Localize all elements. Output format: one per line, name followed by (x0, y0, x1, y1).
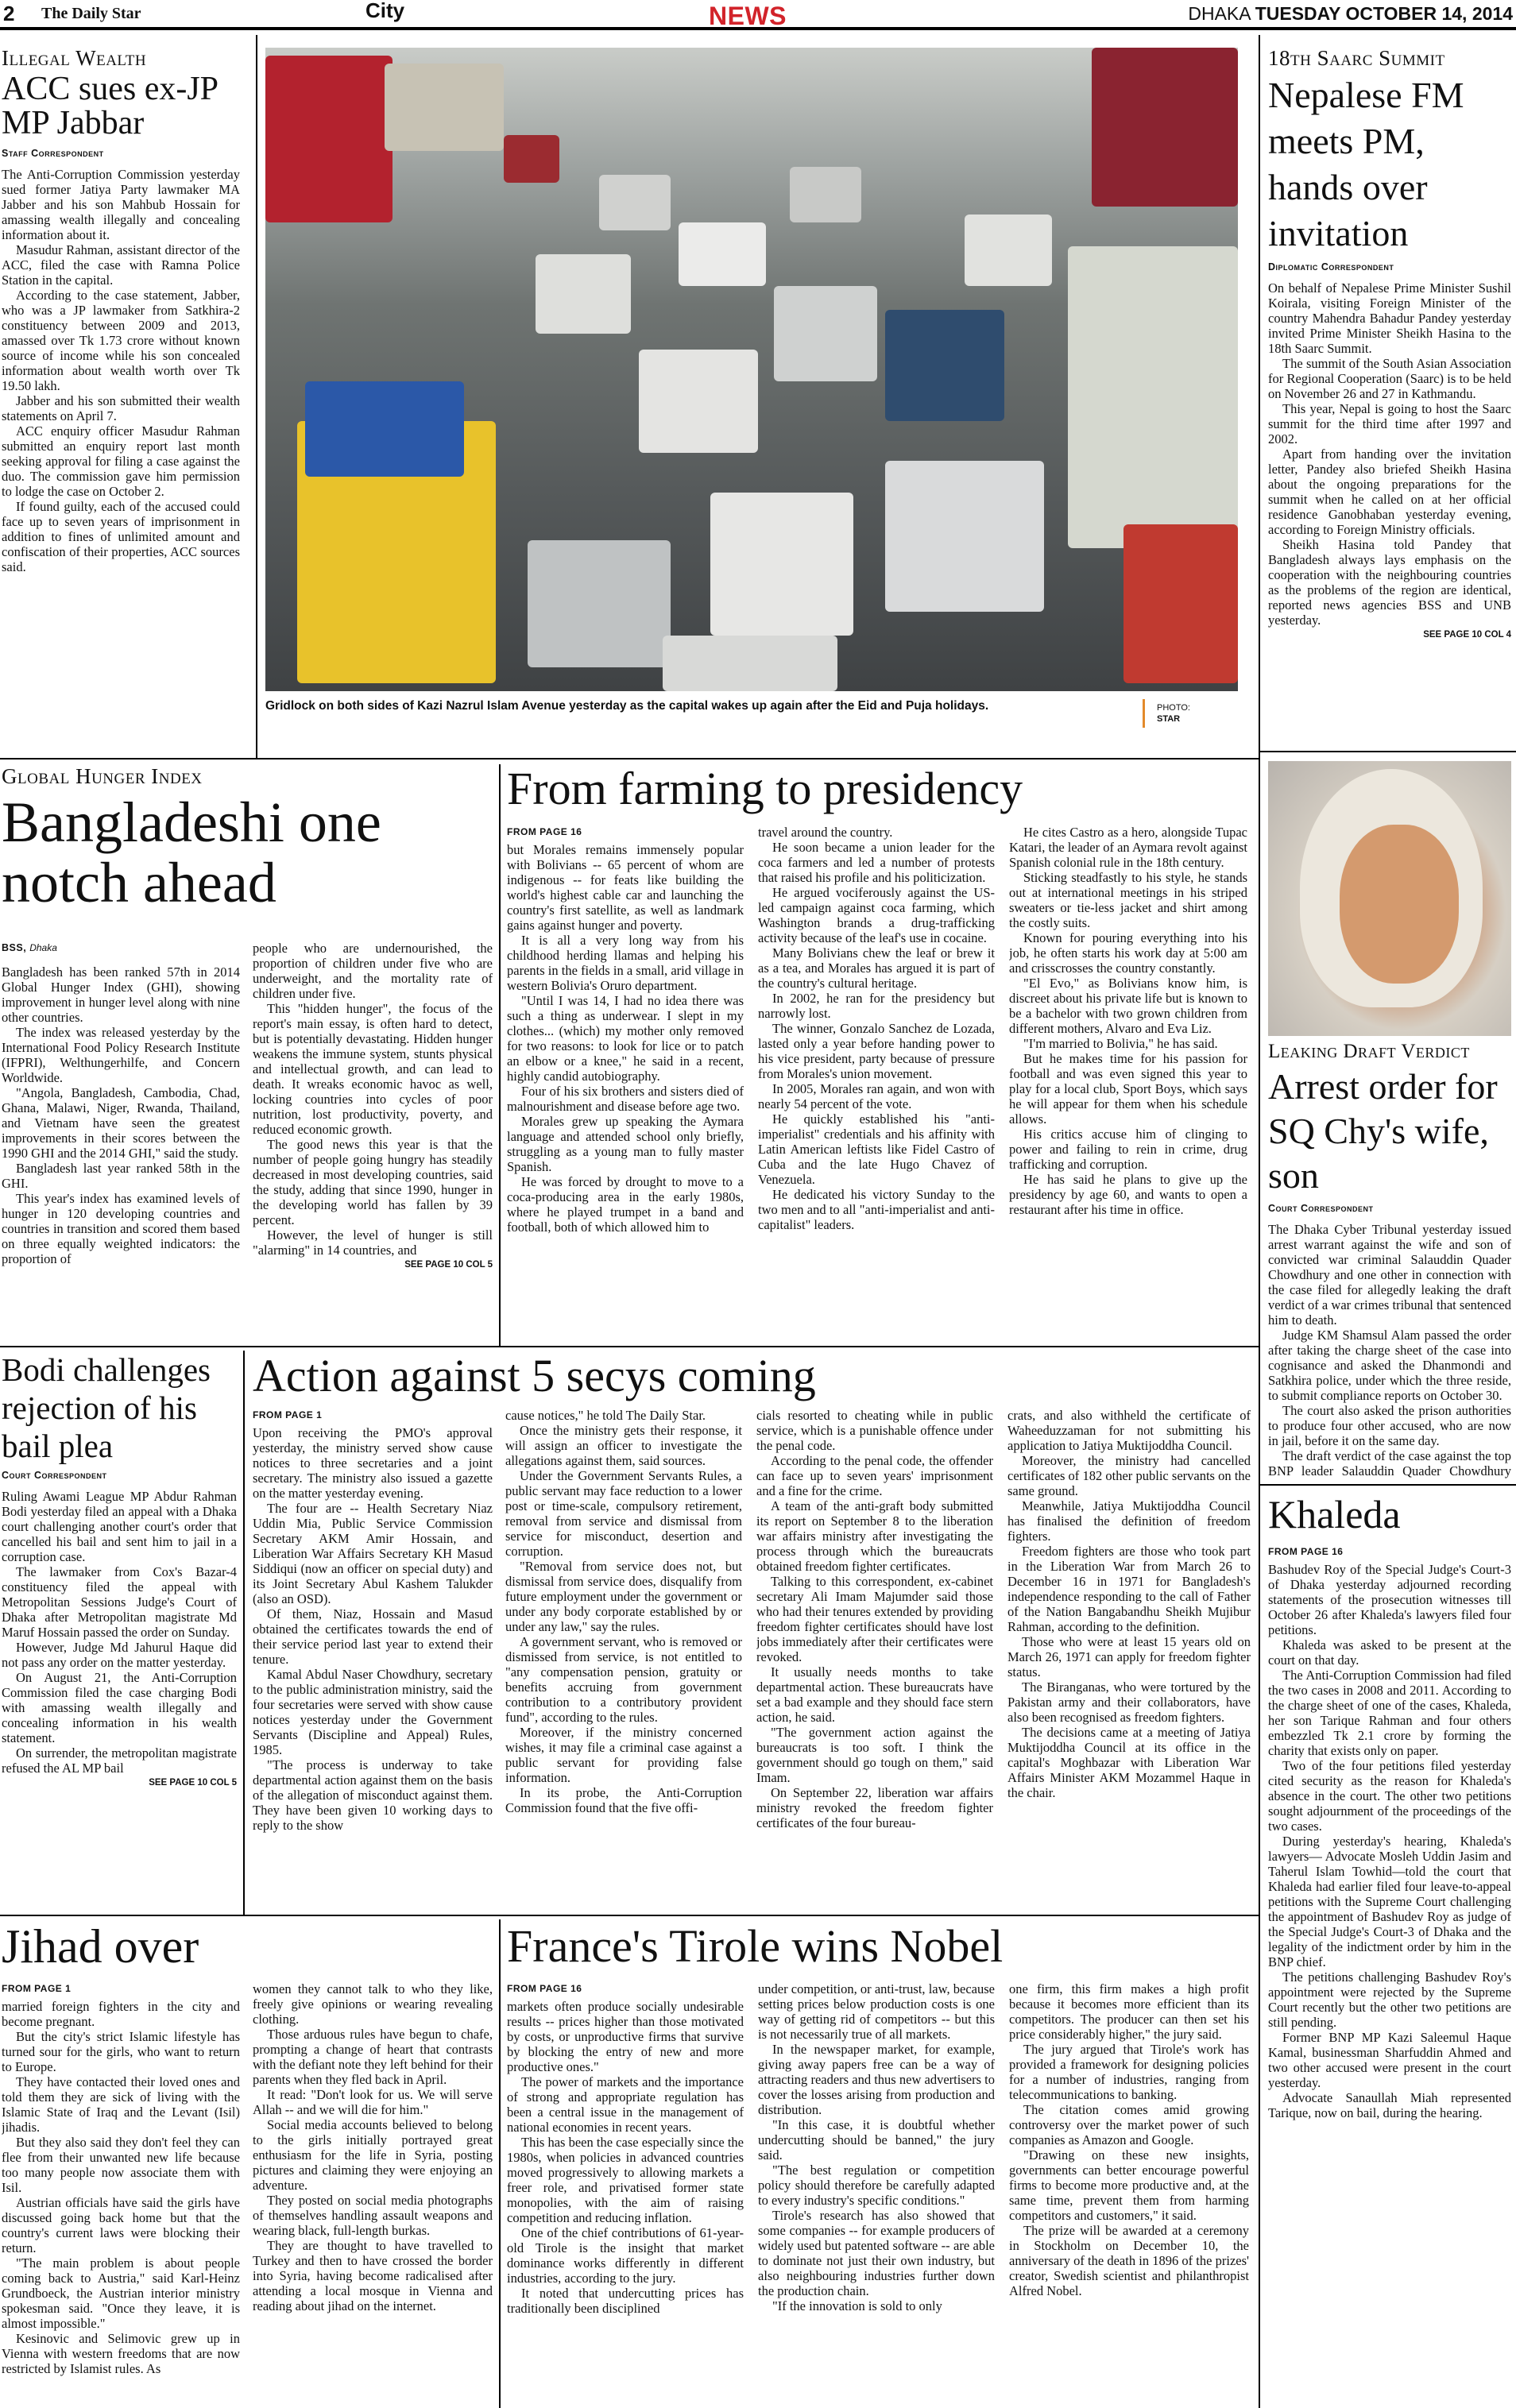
paragraph: This "hidden hunger", the focus of the report's main essay, is often hard to detect, but is potentially devastating. Hidden hunger weakens the immune system, stunts physical and intellectual growth, and can lead to death. It wreaks economic havoc as well, locking countries into cycles of poor nutrition, lost productivity, poverty, and reduced economic growth. (253, 1001, 493, 1137)
paragraph: Kamal Abdul Naser Chowdhury, secretary to the public administration ministry, said the four secretaries were served with show cause notices yesterday under the Government Servants (Discipline and Appeal) Rules, 1985. (253, 1667, 493, 1757)
photo-credit (1157, 702, 1228, 731)
paragraph: Talking to this correspondent, ex-cabinet secretary Ali Imam Majumder said those who had their tenures extended by providing freedom fighter certificates should have lost jobs immediately after their certificates were revoked. (756, 1574, 993, 1664)
paragraph: In 2005, Morales ran again, and won with nearly 54 percent of the vote. (758, 1081, 995, 1111)
paragraph: Tirole's research has also showed that some companies -- for example producers of widely used but patented software -- are able to dominate not just their own industry, but also neighbouring industries further down the production chain. (758, 2208, 995, 2298)
farming-col-1 (507, 825, 744, 1343)
saarc-body (1268, 280, 1511, 643)
jihad-headline: Jihad over (2, 1920, 199, 1973)
paragraph: Ruling Awami League MP Abdur Rahman Bodi yesterday filed an appeal with a Dhaka court challenging another court's order that cancelled his bail and sent him to jail in a corruption case. (2, 1489, 237, 1564)
byline-agency: BSS, (2, 942, 27, 953)
paragraph: travel around the country. (758, 825, 893, 840)
paragraph: In 2002, he ran for the presidency but narrowly lost. (758, 991, 995, 1021)
paragraph: The court also asked the prison authorities to produce four other accused, who are now in jail, before it on the same day. (1268, 1403, 1511, 1448)
paragraph: Upon receiving the PMO's approval yesterday, the ministry served show cause notices to three secretaries and a joint secretary. The ministry also issued a gazette on the matter yesterday evening. (253, 1425, 493, 1501)
paragraph: During yesterday's hearing, Khaleda's lawyers— Advocate Mosleh Uddin Jasim and Taherul Islam Towhid—told the court that Khaleda had earlier filed four leave-to-appeal petitions with the Supreme Court challenging the appointment of Bashudev Roy as judge of the Special Judge's Court-3 of Dhaka and the legality of the indictment order by him in the BNP chief. (1268, 1834, 1511, 1969)
sq-body (1268, 1222, 1511, 1479)
paragraph: The draft verdict of the case against the top BNP leader Salauddin Quader Chowdhury (1268, 1448, 1511, 1478)
paragraph: Under the Government Servants Rules, a public servant may face reduction to a lower post or time-scale, compulsory retirement, removal from service and dismissal from service for misconduct, desertion and corruption. (505, 1468, 742, 1559)
paragraph: Two of the four petitions filed yesterday cited security as the reason for Khaleda's absence in the court. The other two petitions sought adjournment of the proceedings of the two cases. (1268, 1758, 1511, 1834)
paragraph: "Until I was 14, I had no idea there was such a thing as underwear. I slept in my clothes... (which) my mother only removed for two reasons: to look for lice or to patch an elbow or a knee," he said in a recent, highly candid autobiography. (507, 993, 744, 1084)
paragraph: people who are undernourished, the proportion of children under five who are underweight, and the mortality rate of children under five. (253, 941, 493, 1001)
paragraph: Apart from handing over the invitation letter, Pandey also briefed Sheikh Hasina about the ongoing preparations for the summit when he called on at her official residence Ganobhaban yesterday evening, according to Foreign Ministry officials. (1268, 446, 1511, 537)
paragraph: They have contacted their loved ones and told them they are sick of living with the Islamic State of Iraq and the Levant (Isil) jihadis. (2, 2074, 240, 2135)
paragraph: The decisions came at a meeting of Jatiya Muktijoddha Council at its office in the capital's Moghbazar with Liberation War Affairs Minister AKM Mozammel Haque in the chair. (1007, 1725, 1251, 1800)
traffic-photo (265, 48, 1238, 691)
paragraph: He dedicated his victory Sunday to the two men and to all "anti-imperialist and anti-capitalist" leaders. (758, 1187, 995, 1232)
saarc-headline: Nepalese FM meets PM, hands over invitation (1268, 75, 1464, 253)
sq-story (1268, 1041, 1511, 1479)
paragraph: Those arduous rules have begun to chafe, prompting a change of heart that contrasts with the defiant note they left behind for their parents when they fled back in April. (253, 2027, 493, 2087)
photo-tarp (305, 381, 464, 477)
paragraph: This year, Nepal is going to host the Saarc summit for the third time after 1997 and 2002. (1268, 401, 1511, 446)
paper-name: The Daily Star (41, 5, 141, 22)
paragraph: "I'm married to Bolivia," he has said. (1023, 1036, 1218, 1051)
paragraph: Bangladesh has been ranked 57th in 2014 Global Hunger Index (GHI), showing improvement in hunger level along with nine other countries. (2, 964, 240, 1025)
rule-right-main (1259, 35, 1260, 2408)
rule-hunger-farming (499, 764, 501, 1346)
paragraph: He has said he plans to give up the presidency by age 60, and wants to open a restaurant after his time in office. (1009, 1172, 1247, 1217)
photo-car (965, 215, 1052, 286)
hunger-col-2 (253, 941, 493, 1343)
paragraph: Khaleda was asked to be present at the court on that day. (1268, 1637, 1511, 1668)
paragraph: "El Evo," as Bolivians know him, is discreet about his private life but is known to be a bachelor with two grown children from different mothers, Alvaro and Eva Liz. (1009, 976, 1247, 1036)
photo-face (1340, 825, 1459, 984)
paragraph: The petitions challenging Bashudev Roy's appointment were rejected by the Supreme Court recently but the other two petitions are still pending. (1268, 1969, 1511, 2030)
paragraph: The Anti-Corruption Commission had filed the two cases in 2008 and 2011. According to the charge sheet of one of the cases, Khaleda, her son Tarique Rahman and four others embezzled Tk 2.1 crore by forming the charity that exists only on paper. (1268, 1668, 1511, 1758)
paragraph: Known for pouring everything into his job, he often starts his work day at 5:00 am and crisscrosses the country constantly. (1009, 930, 1247, 976)
khaleda-story (1268, 1490, 1511, 2404)
paragraph: Sticking steadfastly to his style, he stands out at international meetings in his striped sweaters or tie-less jacket and shirt among the costly suits. (1009, 870, 1247, 930)
secys-col-1 (253, 1408, 493, 1911)
paragraph: "Drawing on these new insights, governments can better encourage powerful firms to become more productive and, at the same time, prevent them from harming competitors and customers," it said. (1009, 2147, 1249, 2223)
paragraph: Moreover, the ministry had cancelled certificates of 182 other public servants on the same ground. (1007, 1453, 1251, 1498)
paragraph: Austrian officials have said the girls have discussed going back home but that the country's current laws were blocking their return. (2, 2195, 240, 2255)
rule-bodi-secys (243, 1351, 245, 1915)
paragraph: The power of markets and the importance of strong and appropriate regulation has been a central issue in the management of national economies in recent years. (507, 2074, 744, 2135)
paragraph: "The best regulation or competition policy should therefore be carefully adapted to every industry's specific conditions." (758, 2163, 995, 2208)
date-place: DHAKA (1188, 3, 1251, 24)
paragraph: According to the penal code, the offender can face up to seven years' imprisonment and a fine for the crime. (756, 1453, 993, 1498)
paragraph: He was forced by drought to move to a coca-producing area in the early 1980s, where he played trumpet in a band and football, both of which allowed him to (507, 1174, 744, 1235)
see-page-link[interactable]: SEE PAGE 10 COL 5 (404, 1260, 493, 1270)
paragraph: However, Judge Md Jahurul Haque did not pass any order on the matter yesterday. (2, 1640, 237, 1670)
farming-headline: From farming to presidency (507, 763, 1023, 814)
paragraph: It noted that undercutting prices has traditionally been disciplined (507, 2286, 744, 2316)
tirole-col-2 (758, 1981, 995, 2406)
paragraph: Bangladesh last year ranked 58th in the GHI. (2, 1161, 240, 1191)
from-page-label: FROM PAGE 1 (253, 1409, 323, 1420)
bodi-story (2, 1351, 237, 1911)
paragraph: The good news this year is that the number of people going hungry has steadily decreased in most developing countries, said the study, adding that since 1990, hunger in the developing world has fallen by 39 percent. (253, 1137, 493, 1227)
paragraph: "In this case, it is doubtful whether undercutting should be banned," the jury said. (758, 2117, 995, 2163)
photo-bus (265, 56, 393, 222)
farming-col-2 (758, 825, 995, 1343)
paragraph: But he makes time for his passion for football and was even signed this year to play for a local club, Sport Boys, which says he will appear for them when his schedule allows. (1009, 1051, 1247, 1127)
paragraph: The index was released yesterday by the International Food Policy Research Institute (IFPRI), Welthungerhilfe, and Concern Worldwide. (2, 1025, 240, 1085)
caption-text: Gridlock on both sides of Kazi Nazrul Islam Avenue yesterday as the capital wakes up again after the Eid and Puja holidays. (265, 699, 989, 713)
paragraph: But the city's strict Islamic lifestyle has turned sour for the girls, who want to return to Europe. (2, 2029, 240, 2074)
paragraph: "Angola, Bangladesh, Cambodia, Chad, Ghana, Malawi, Niger, Rwanda, Thailand, and Vietnam have seen the greatest improvements in their scores between the 1990 GHI and the 2014 GHI," said the study. (2, 1085, 240, 1161)
photo-car (679, 222, 766, 286)
see-page-link[interactable]: SEE PAGE 10 COL 5 (149, 1778, 237, 1788)
paragraph: The winner, Gonzalo Sanchez de Lozada, lasted only a year before handing power to his vice president, party because of pressure from Morales's union movement. (758, 1021, 995, 1081)
photo-bus (1123, 524, 1238, 683)
photo-bus (1092, 48, 1238, 207)
paragraph: Many Bolivians chew the leaf or brew it as a tea, and Morales has argued it is part of the country's cultural heritage. (758, 945, 995, 991)
photo-car (639, 350, 758, 453)
paragraph: one firm, this firm makes a high profit because it becomes more efficient than its competitors. The producer can then set his price considerably higher," the jury said. (1009, 1981, 1249, 2042)
paragraph: It usually needs months to take departmental action. These bureaucrats have set a bad example and they should face stern action, he said. (756, 1664, 993, 1725)
acc-headline: ACC sues ex-JP MP Jabbar (2, 71, 218, 142)
issue-date (1188, 3, 1513, 25)
khaleda-body (1268, 1544, 1511, 2120)
rule-left-top (256, 35, 257, 758)
tirole-col-1 (507, 1981, 744, 2406)
sq-headline: Arrest order for SQ Chy's wife, son (1268, 1066, 1498, 1196)
acc-kicker: Illegal Wealth (2, 46, 147, 70)
photo-car (790, 167, 861, 222)
secys-col-2 (505, 1408, 742, 1911)
paragraph: They are thought to have travelled to Turkey and then to have crossed the border into Syria, having become radicalised after attending a local mosque in Vienna and reading about jihad on the internet. (253, 2238, 493, 2313)
bodi-headline: Bodi challenges rejection of his bail plea (2, 1351, 211, 1464)
paragraph: but Morales remains immensely popular with Bolivians -- 65 percent of whom are indigenous -- for feats like building the world's highest cable car and launching the country's first satellite, as well as landmark gains against hunger and poverty. (507, 842, 744, 933)
paragraph: The Anti-Corruption Commission yesterday sued former Jatiya Party lawmaker MA Jabber and his son Mahbub Hossain for amassing wealth illegally and concealing information about it. (2, 166, 240, 242)
photo-car (599, 175, 671, 230)
paragraph: Masudur Rahman, assistant director of the ACC, filed the case with Ramna Police Station in the capital. (2, 242, 240, 288)
paragraph: This has been the case especially since the 1980s, when policies in advanced countries moved progressively to allowing markets a freer role, and privatised former state monopolies, with the aim of raising competition and reducing inflation. (507, 2135, 744, 2225)
paragraph: Once the ministry gets their response, it will assign an officer to investigate the allegations against them, said sources. (505, 1423, 742, 1468)
hunger-story-header (2, 764, 494, 937)
secys-col-3 (756, 1408, 993, 1911)
paragraph: It is all a very long way from his childhood herding llamas and helping his parents in the fields in a small, arid village in western Bolivia's Oruro department. (507, 933, 744, 993)
acc-story (2, 46, 240, 753)
paragraph: Meanwhile, Jatiya Muktijoddha Council has finalised the definition of freedom fighters. (1007, 1498, 1251, 1544)
rule-jihad-tirole (499, 1919, 501, 2408)
paragraph: On surrender, the metropolitan magistrate refused the AL MP bail (2, 1745, 237, 1776)
jihad-col-2 (253, 1981, 493, 2406)
paragraph: women they cannot talk to who they like, freely give opinions or wearing revealing clothing. (253, 1981, 493, 2027)
rule-under-sq (1259, 1484, 1516, 1486)
paragraph: In its probe, the Anti-Corruption Commission found that the five offi- (505, 1785, 742, 1815)
photo-credit-mark (1143, 699, 1145, 728)
acc-byline: Staff Correspondent (2, 147, 104, 159)
paragraph: "Removal from service does not, but dismissal from service does, disqualify from future employment under the government or under any body corporate established by or under any law," say the rules. (505, 1559, 742, 1634)
section-label: City (365, 0, 405, 22)
from-page-label: FROM PAGE 16 (507, 1983, 582, 1994)
see-page-link[interactable]: SEE PAGE 10 COL 4 (1423, 630, 1511, 640)
rule-under-secys (0, 1915, 1259, 1916)
acc-body (2, 167, 240, 574)
from-page-label: FROM PAGE 1 (2, 1983, 72, 1994)
paragraph: crats, and also withheld the certificate of Waheeduzzaman for not submitting his application to Jatiya Muktijoddha Council. (1007, 1408, 1251, 1453)
paragraph: He argued vociferously against the US-led campaign against coca farming, which Washington brands a drug-trafficking activity because of the leaf's use in cocaine. (758, 885, 995, 945)
saarc-byline: Diplomatic Correspondent (1268, 261, 1394, 272)
paragraph: In the newspaper market, for example, giving away papers free can be a way of attracting readers and thus new advertisers to cover the losses arising from production and distribution. (758, 2042, 995, 2117)
sq-kicker: Leaking Draft Verdict (1268, 1041, 1470, 1062)
paragraph: The prize will be awarded at a ceremony in Stockholm on December 10, the anniversary of the death in 1896 of the prizes' creator, Swedish scientist and philanthropist Alfred Nobel. (1009, 2223, 1249, 2298)
paragraph: The summit of the South Asian Association for Regional Cooperation (Saarc) is to be held on November 26 and 27 in Kathmandu. (1268, 356, 1511, 401)
woman-portrait-photo (1268, 761, 1511, 1036)
paragraph: The jury argued that Tirole's work has provided a framework for designing policies for a number of industries, ranging from telecommunications to banking. (1009, 2042, 1249, 2102)
paragraph: The lawmaker from Cox's Bazar-4 constituency filed the appeal with Metropolitan Sessions Judge's Court of Dhaka after Metropolitan magistrate Md Maruf Hossain passed the order on Sunday. (2, 1564, 237, 1640)
paragraph: However, the level of hunger is still "alarming" in 14 countries, and (253, 1227, 493, 1258)
rule-under-photo (0, 758, 1259, 760)
paragraph: The Biranganas, who were tortured by the Pakistan army and their collaborators, have also been recognised as freedom fighters. (1007, 1679, 1251, 1725)
byline-place: Dhaka (29, 942, 57, 953)
photo-caption (265, 698, 1139, 740)
photo-car (885, 310, 1004, 421)
hunger-kicker: Global Hunger Index (2, 764, 203, 788)
paragraph: "If the innovation is sold to only (772, 2298, 942, 2313)
jihad-col-1 (2, 1981, 240, 2406)
photo-bus (1068, 246, 1238, 548)
paragraph: They posted on social media photographs of themselves handling assault weapons and wearing black, full-length burkas. (253, 2193, 493, 2238)
paragraph: On behalf of Nepalese Prime Minister Sushil Koirala, visiting Foreign Minister of the country Mahendra Bahadur Pandey yesterday invited Prime Minister Sheikh Hasina to the 18th Saarc Summit. (1268, 280, 1511, 356)
tirole-headline: France's Tirole wins Nobel (507, 1920, 1004, 1972)
paragraph: Sheikh Hasina told Pandey that Bangladesh always lays emphasis on the cooperation with the neighbouring countries as the problems of the region are identical, reported news agencies BSS and UNB yesterday. (1268, 537, 1511, 628)
paragraph: A government servant, who is removed or dismissed from service, is not entitled to "any compensation pension, gratuity or benefits accruing from government contribution to a contributory provident fund", according to the rules. (505, 1634, 742, 1725)
photo-car (504, 135, 559, 183)
paragraph: Social media accounts believed to belong to the girls initially portrayed great enthusiasm for the life in Syria, posting pictures and claiming they were enjoying an adventure. (253, 2117, 493, 2193)
bodi-byline: Court Correspondent (2, 1470, 107, 1481)
hunger-headline: Bangladeshi one notch ahead (2, 790, 381, 914)
tirole-col-3 (1009, 1981, 1249, 2406)
photo-car (528, 540, 671, 667)
news-label: NEWS (709, 2, 787, 30)
paragraph: He cites Castro as a hero, alongside Tupac Katari, the leader of an Aymara revolt against Spanish colonial rule in the 18th century. (1009, 825, 1247, 870)
photo-car (663, 636, 837, 691)
farming-col-3 (1009, 825, 1247, 1343)
page-number: 2 (3, 2, 15, 25)
paragraph: cials resorted to cheating while in public service, which is a punishable offence under the penal code. (756, 1408, 993, 1453)
hunger-byline (2, 941, 240, 958)
bodi-body (2, 1489, 237, 1791)
date-text: TUESDAY OCTOBER 14, 2014 (1255, 3, 1513, 24)
paragraph: Kesinovic and Selimovic grew up in Vienna with western freedoms that are now restricted by Islamist rules. As (2, 2331, 240, 2376)
paragraph: The Dhaka Cyber Tribunal yesterday issued arrest warrant against the wife and son of convicted war criminal Salauddin Quader Chowdhury and one other in connection with the case filed for allegedly leaking the draft verdict of a war crimes tribunal that sentenced him to death. (1268, 1222, 1511, 1328)
rule-under-hunger (0, 1346, 1259, 1347)
saarc-kicker: 18th Saarc Summit (1268, 46, 1445, 70)
from-page-label: FROM PAGE 16 (1268, 1546, 1344, 1557)
saarc-story (1268, 46, 1511, 745)
sq-byline: Court Correspondent (1268, 1203, 1374, 1214)
paragraph: If found guilty, each of the accused could face up to seven years of imprisonment in addition to fines of unlimited amount and confiscation of their properties, ACC sources said. (2, 498, 240, 574)
paragraph: But they also said they don't feel they can flee from their unwanted new life because too many people now associate them with Isil. (2, 2135, 240, 2195)
paragraph: He soon became a union leader for the coca farmers and led a number of protests that raised his profile and his politicization. (758, 840, 995, 885)
paragraph: Moreover, if the ministry concerned wishes, it may file a criminal case against a public servant for providing false information. (505, 1725, 742, 1785)
secys-col-4 (1007, 1408, 1251, 1911)
paragraph: Of them, Niaz, Hossain and Masud obtained the certificates towards the end of their service period last year to extend their tenure. (253, 1606, 493, 1667)
paragraph: Those who were at least 15 years old on March 26, 1971 can apply for freedom fighter status. (1007, 1634, 1251, 1679)
credit-label: PHOTO: (1157, 703, 1190, 713)
photo-car (710, 493, 853, 636)
paragraph: under competition, or anti-trust, law, because setting prices below production costs is one way of getting rid of competitors -- but this is not necessarily true of all markets. (758, 1981, 995, 2042)
page-header (0, 0, 1516, 30)
paragraph: Morales grew up speaking the Aymara language and attended school only briefly, struggling as a young man to fully master Spanish. (507, 1114, 744, 1174)
paragraph: A team of the anti-graft body submitted its report on September 8 to the liberation war affairs ministry after investigating the process through which the bureaucrats obtained freedom fighter certificates. (756, 1498, 993, 1574)
paragraph: His critics accuse him of clinging to power and failing to rein in crime, drug trafficking and corruption. (1009, 1127, 1247, 1172)
paragraph: Bashudev Roy of the Special Judge's Court-3 of Dhaka yesterday adjourned recording statements of the prosecution witnesses till October 26 after Khaleda's lawyers filed four petitions. (1268, 1562, 1511, 1637)
paragraph: Freedom fighters are those who took part in the Liberation War from March 26 to December 16 in 1971 for Bangladesh's independence responding to the call of Father of the Nation Bangabandhu Sheikh Mujibur Rahman, according to the definition. (1007, 1544, 1251, 1634)
khaleda-headline: Khaleda (1268, 1492, 1401, 1536)
paragraph: This year's index has examined levels of hunger in 120 developing countries and countries in transition and scored them based on three equally weighted indicators: the proportion of (2, 1191, 240, 1266)
paragraph: "The process is underway to take departmental action against them on the basis of the allegation of misconduct against them. They have been given 10 working days to reply to the show (253, 1757, 493, 1833)
from-page-label: FROM PAGE 16 (507, 826, 582, 837)
paragraph: markets often produce socially undesirable results -- prices higher than those motivated by costs, or unproductive firms that survive by blocking the entry of new and more productive ones." (507, 1999, 744, 2074)
paragraph: married foreign fighters in the city and become pregnant. (2, 1999, 240, 2029)
hunger-col-1 (2, 964, 240, 1343)
paragraph: The four are -- Health Secretary Niaz Uddin Mia, Public Service Commission Secretary AKM Amir Hossain, and Liberation War Affairs Secretary KH Masud Siddiqui (now an officer on special duty) and its Joint Secretary Abul Kashem Talukder (also an OSD). (253, 1501, 493, 1606)
paragraph: The citation comes amid growing controversy over the market power of such companies as Amazon and Google. (1009, 2102, 1249, 2147)
paragraph: Advocate Sanaullah Miah represented Tarique, now on bail, during the hearing. (1268, 2090, 1511, 2120)
paragraph: Judge KM Shamsul Alam passed the order after taking the charge sheet of the case into cognisance and asked the Dhanmondi and Satkhira police, under which the three reside, to submit compliance reports on October 30. (1268, 1328, 1511, 1403)
photo-car (774, 286, 877, 381)
credit-name: STAR (1157, 714, 1181, 724)
paragraph: Former BNP MP Kazi Saleemul Haque Kamal, businessman Sharfuddin Ahmed and two other accused were present in the court yesterday. (1268, 2030, 1511, 2090)
paragraph: It read: "Don't look for us. We will serve Allah -- and we will die for him." (253, 2087, 493, 2117)
paragraph: Jabber and his son submitted their wealth statements on April 7. (2, 392, 240, 423)
paragraph: ACC enquiry officer Masudur Rahman submitted an enquiry report last month seeking approval for filing a case against the duo. The commission gave him permission to lodge the case on October 2. (2, 423, 240, 499)
photo-bus (385, 64, 504, 151)
paragraph: On August 21, the Anti-Corruption Commission filed the case charging Bodi with amassing wealth illegally and concealing information in his wealth statement. (2, 1670, 237, 1745)
rule-under-saarc (1259, 751, 1516, 752)
paragraph: Four of his six brothers and sisters died of malnourishment and disease before age two. (507, 1084, 744, 1114)
paragraph: cause notices," he told The Daily Star. (505, 1408, 706, 1423)
photo-car (885, 461, 1044, 612)
paragraph: On September 22, liberation war affairs ministry revoked the freedom fighter certificates of the four bureau- (756, 1785, 993, 1830)
secys-headline: Action against 5 secys coming (253, 1351, 816, 1401)
photo-car (536, 254, 631, 334)
paragraph: According to the case statement, Jabber, who was a JP lawmaker from Satkhira-2 constituency between 2009 and 2013, amassed over Tk 1.73 crore without known source of income while his son concealed information about wealth worth over Tk 19.50 lakh. (2, 287, 240, 393)
paragraph: He quickly established his "anti-imperialist" credentials and his affinity with Latin American leftists like Fidel Castro of Cuba and the late Hugo Chavez of Venezuela. (758, 1111, 995, 1187)
paragraph: "The main problem is about people coming back to Austria," said Karl-Heinz Grundboeck, the Austrian interior ministry spokesman said. "Once they leave, it is almost impossible." (2, 2255, 240, 2331)
paragraph: One of the chief contributions of 61-year-old Tirole is the insight that market dominance works differently in different industries, according to the jury. (507, 2225, 744, 2286)
paragraph: "The government action against the bureaucrats is too soft. I think the government should go tough on them," said Imam. (756, 1725, 993, 1785)
